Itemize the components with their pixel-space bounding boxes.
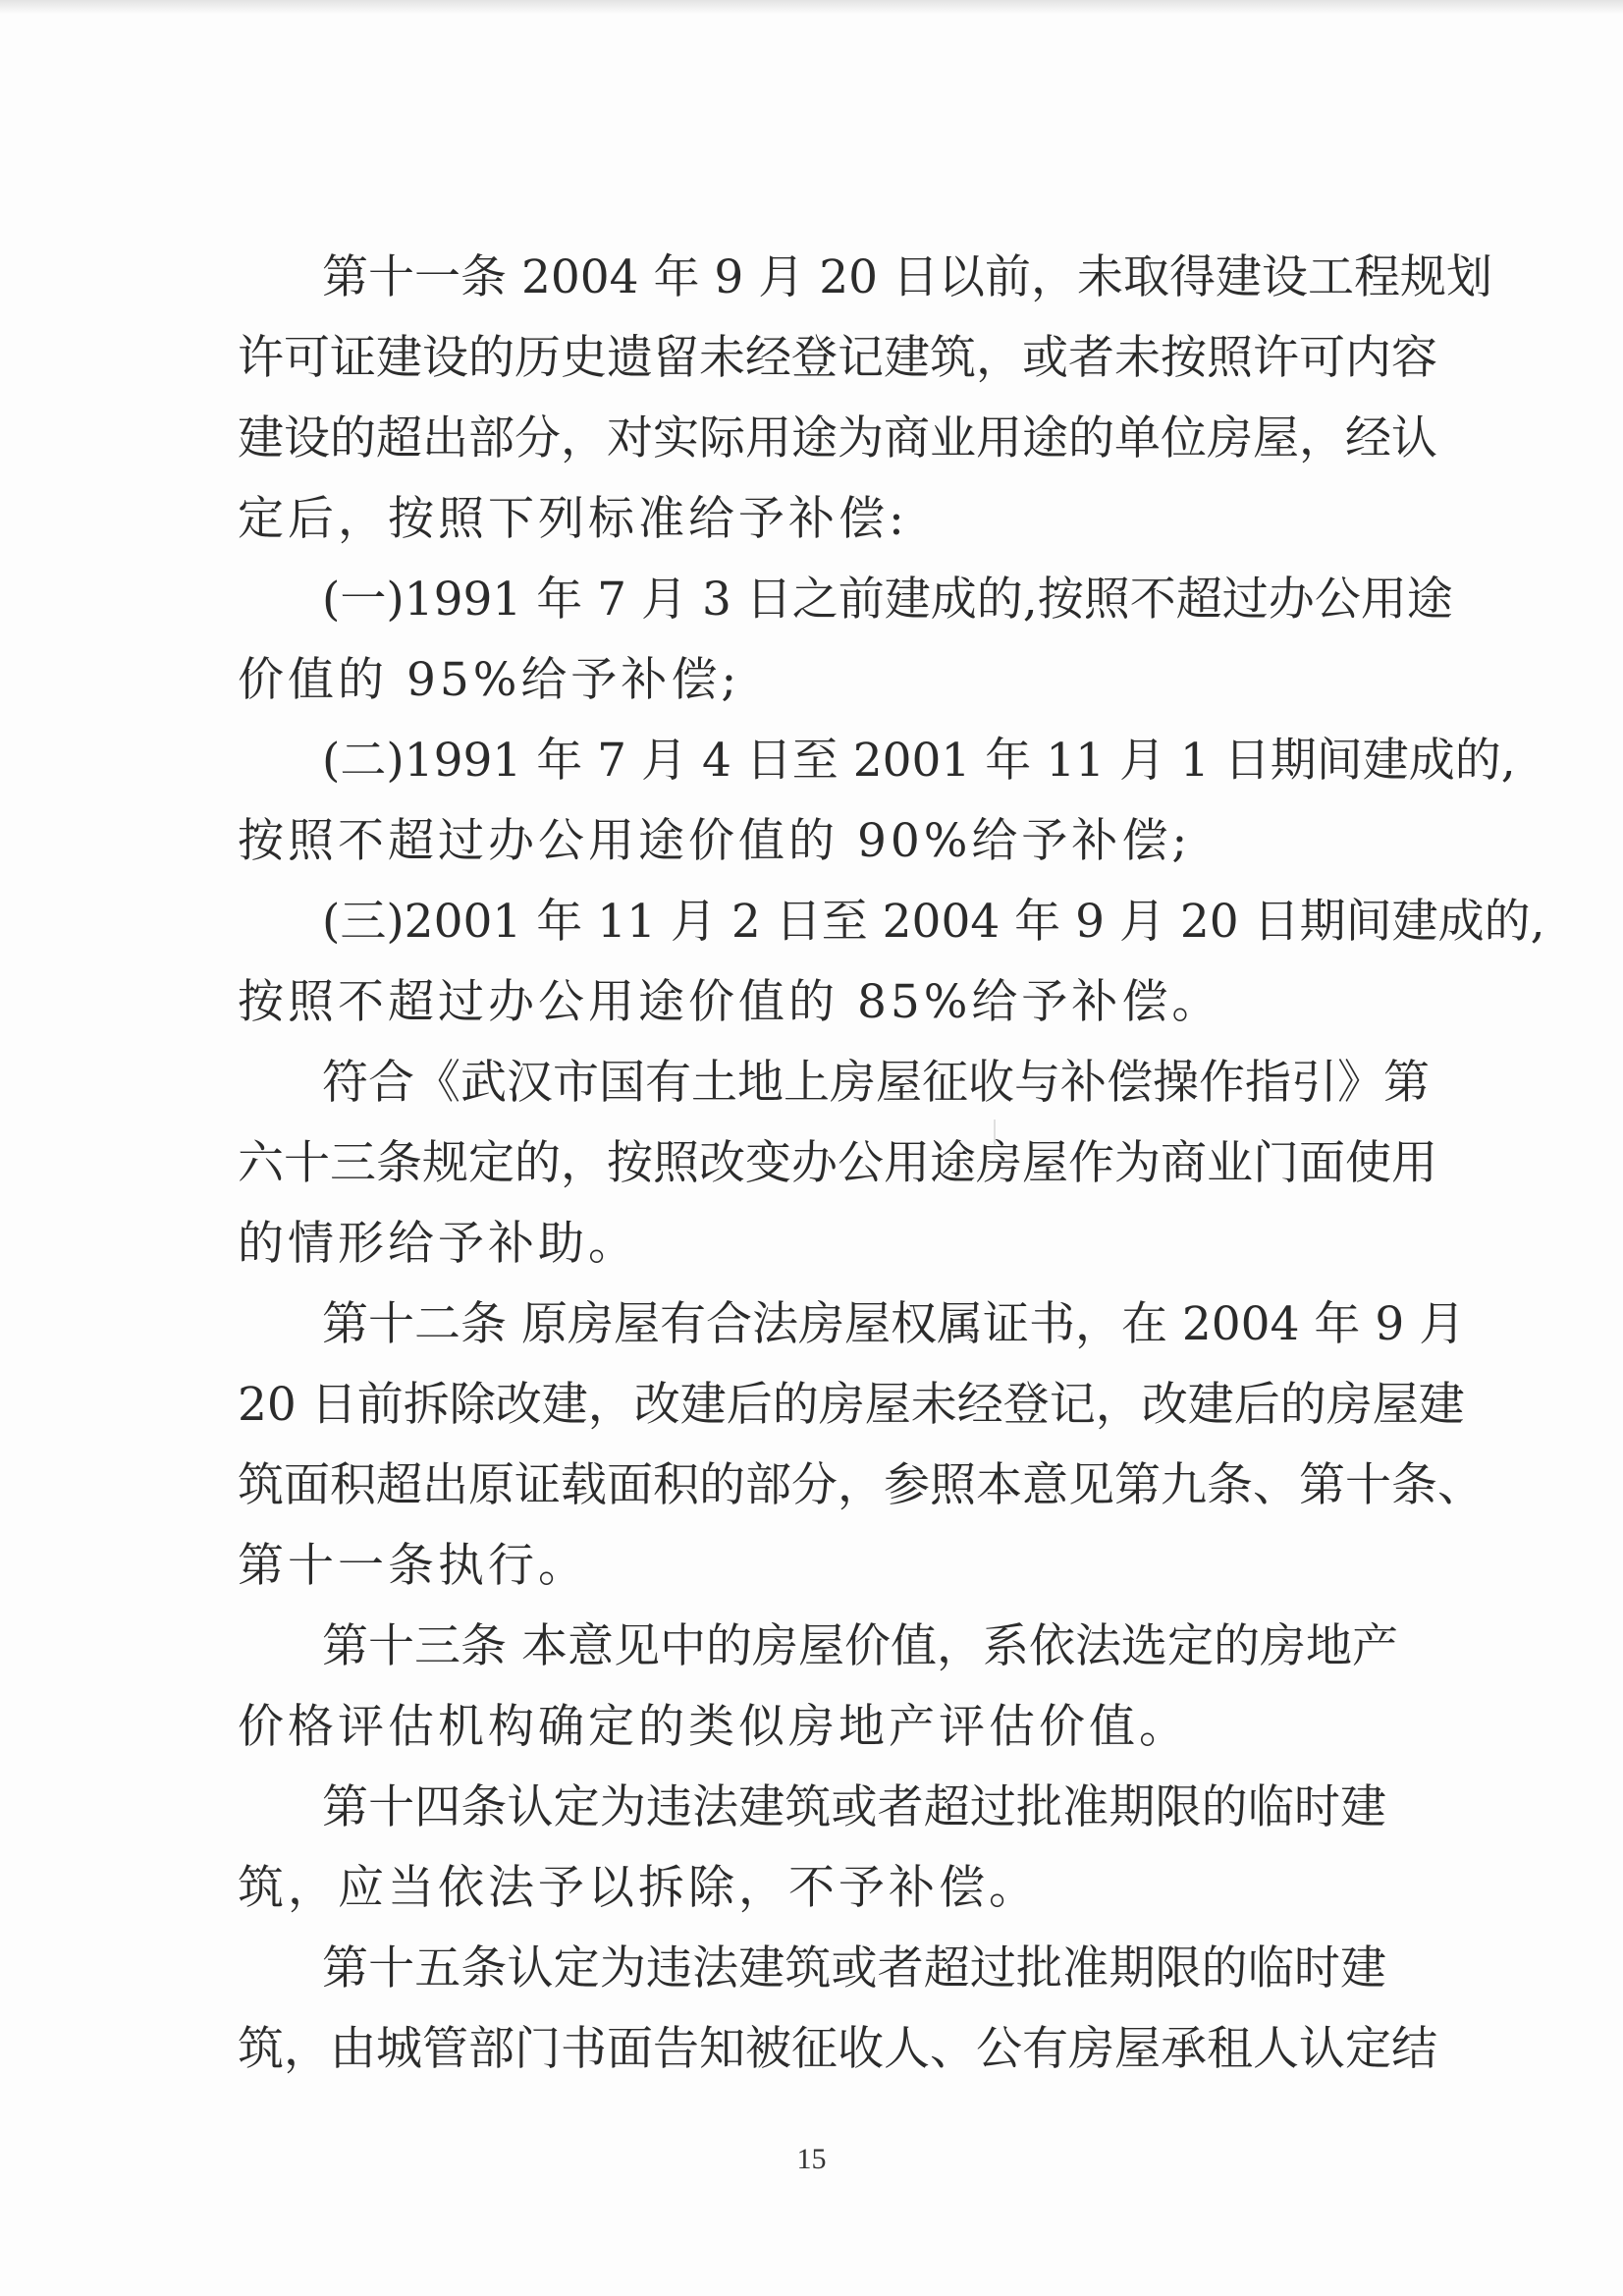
article-11-line-4: 定后，按照下列标准给予补偿: bbox=[238, 492, 908, 546]
item-3-line-1: (三)2001 年 11 月 2 日至 2004 年 9 月 20 日期间建成的, bbox=[322, 895, 1545, 949]
article-11-line-3: 建设的超出部分，对实际用途为商业用途的单位房屋，经认 bbox=[238, 411, 1437, 465]
guideline-line-3: 的情形给予补助。 bbox=[238, 1217, 638, 1271]
article-12-line-1: 第十二条 原房屋有合法房屋权属证书，在 2004 年 9 月 bbox=[322, 1297, 1466, 1351]
guideline-line-1: 符合《武汉市国有土地上房屋征收与补偿操作指引》第 bbox=[322, 1056, 1430, 1110]
item-1-line-1: (一)1991 年 7 月 3 日之前建成的,按照不超过办公用途 bbox=[322, 573, 1453, 627]
item-1-line-2: 价值的 95%给予补偿; bbox=[238, 653, 741, 707]
article-11-line-2: 许可证建设的历史遗留未经登记建筑，或者未按照许可内容 bbox=[238, 331, 1437, 385]
item-2-line-2: 按照不超过办公用途价值的 90%给予补偿; bbox=[238, 814, 1192, 868]
article-13-line-1: 第十三条 本意见中的房屋价值，系依法选定的房地产 bbox=[322, 1619, 1398, 1673]
article-14-line-2: 筑，应当依法予以拆除，不予补偿。 bbox=[238, 1861, 1039, 1915]
article-15-line-1: 第十五条认定为违法建筑或者超过批准期限的临时建 bbox=[322, 1941, 1386, 1995]
article-12-line-3: 筑面积超出原证载面积的部分，参照本意见第九条、第十条、 bbox=[238, 1458, 1484, 1512]
item-2-line-1: (二)1991 年 7 月 4 日至 2001 年 11 月 1 日期间建成的, bbox=[322, 734, 1516, 788]
article-13-line-2: 价格评估机构确定的类似房地产评估价值。 bbox=[238, 1700, 1189, 1754]
article-12-line-2: 20 日前拆除改建，改建后的房屋未经登记，改建后的房屋建 bbox=[238, 1378, 1465, 1432]
item-3-line-2: 按照不超过办公用途价值的 85%给予补偿。 bbox=[238, 975, 1222, 1029]
guideline-line-2: 六十三条规定的，按照改变办公用途房屋作为商业门面使用 bbox=[238, 1136, 1437, 1190]
article-14-line-1: 第十四条认定为违法建筑或者超过批准期限的临时建 bbox=[322, 1780, 1386, 1834]
scan-top-edge bbox=[0, 0, 1623, 14]
article-12-line-4: 第十一条执行。 bbox=[238, 1539, 588, 1593]
article-11-line-1: 第十一条 2004 年 9 月 20 日以前，未取得建设工程规划 bbox=[322, 250, 1492, 304]
article-15-line-2: 筑，由城管部门书面告知被征收人、公有房屋承租人认定结 bbox=[238, 2022, 1437, 2076]
page-number: 15 bbox=[796, 2143, 827, 2175]
